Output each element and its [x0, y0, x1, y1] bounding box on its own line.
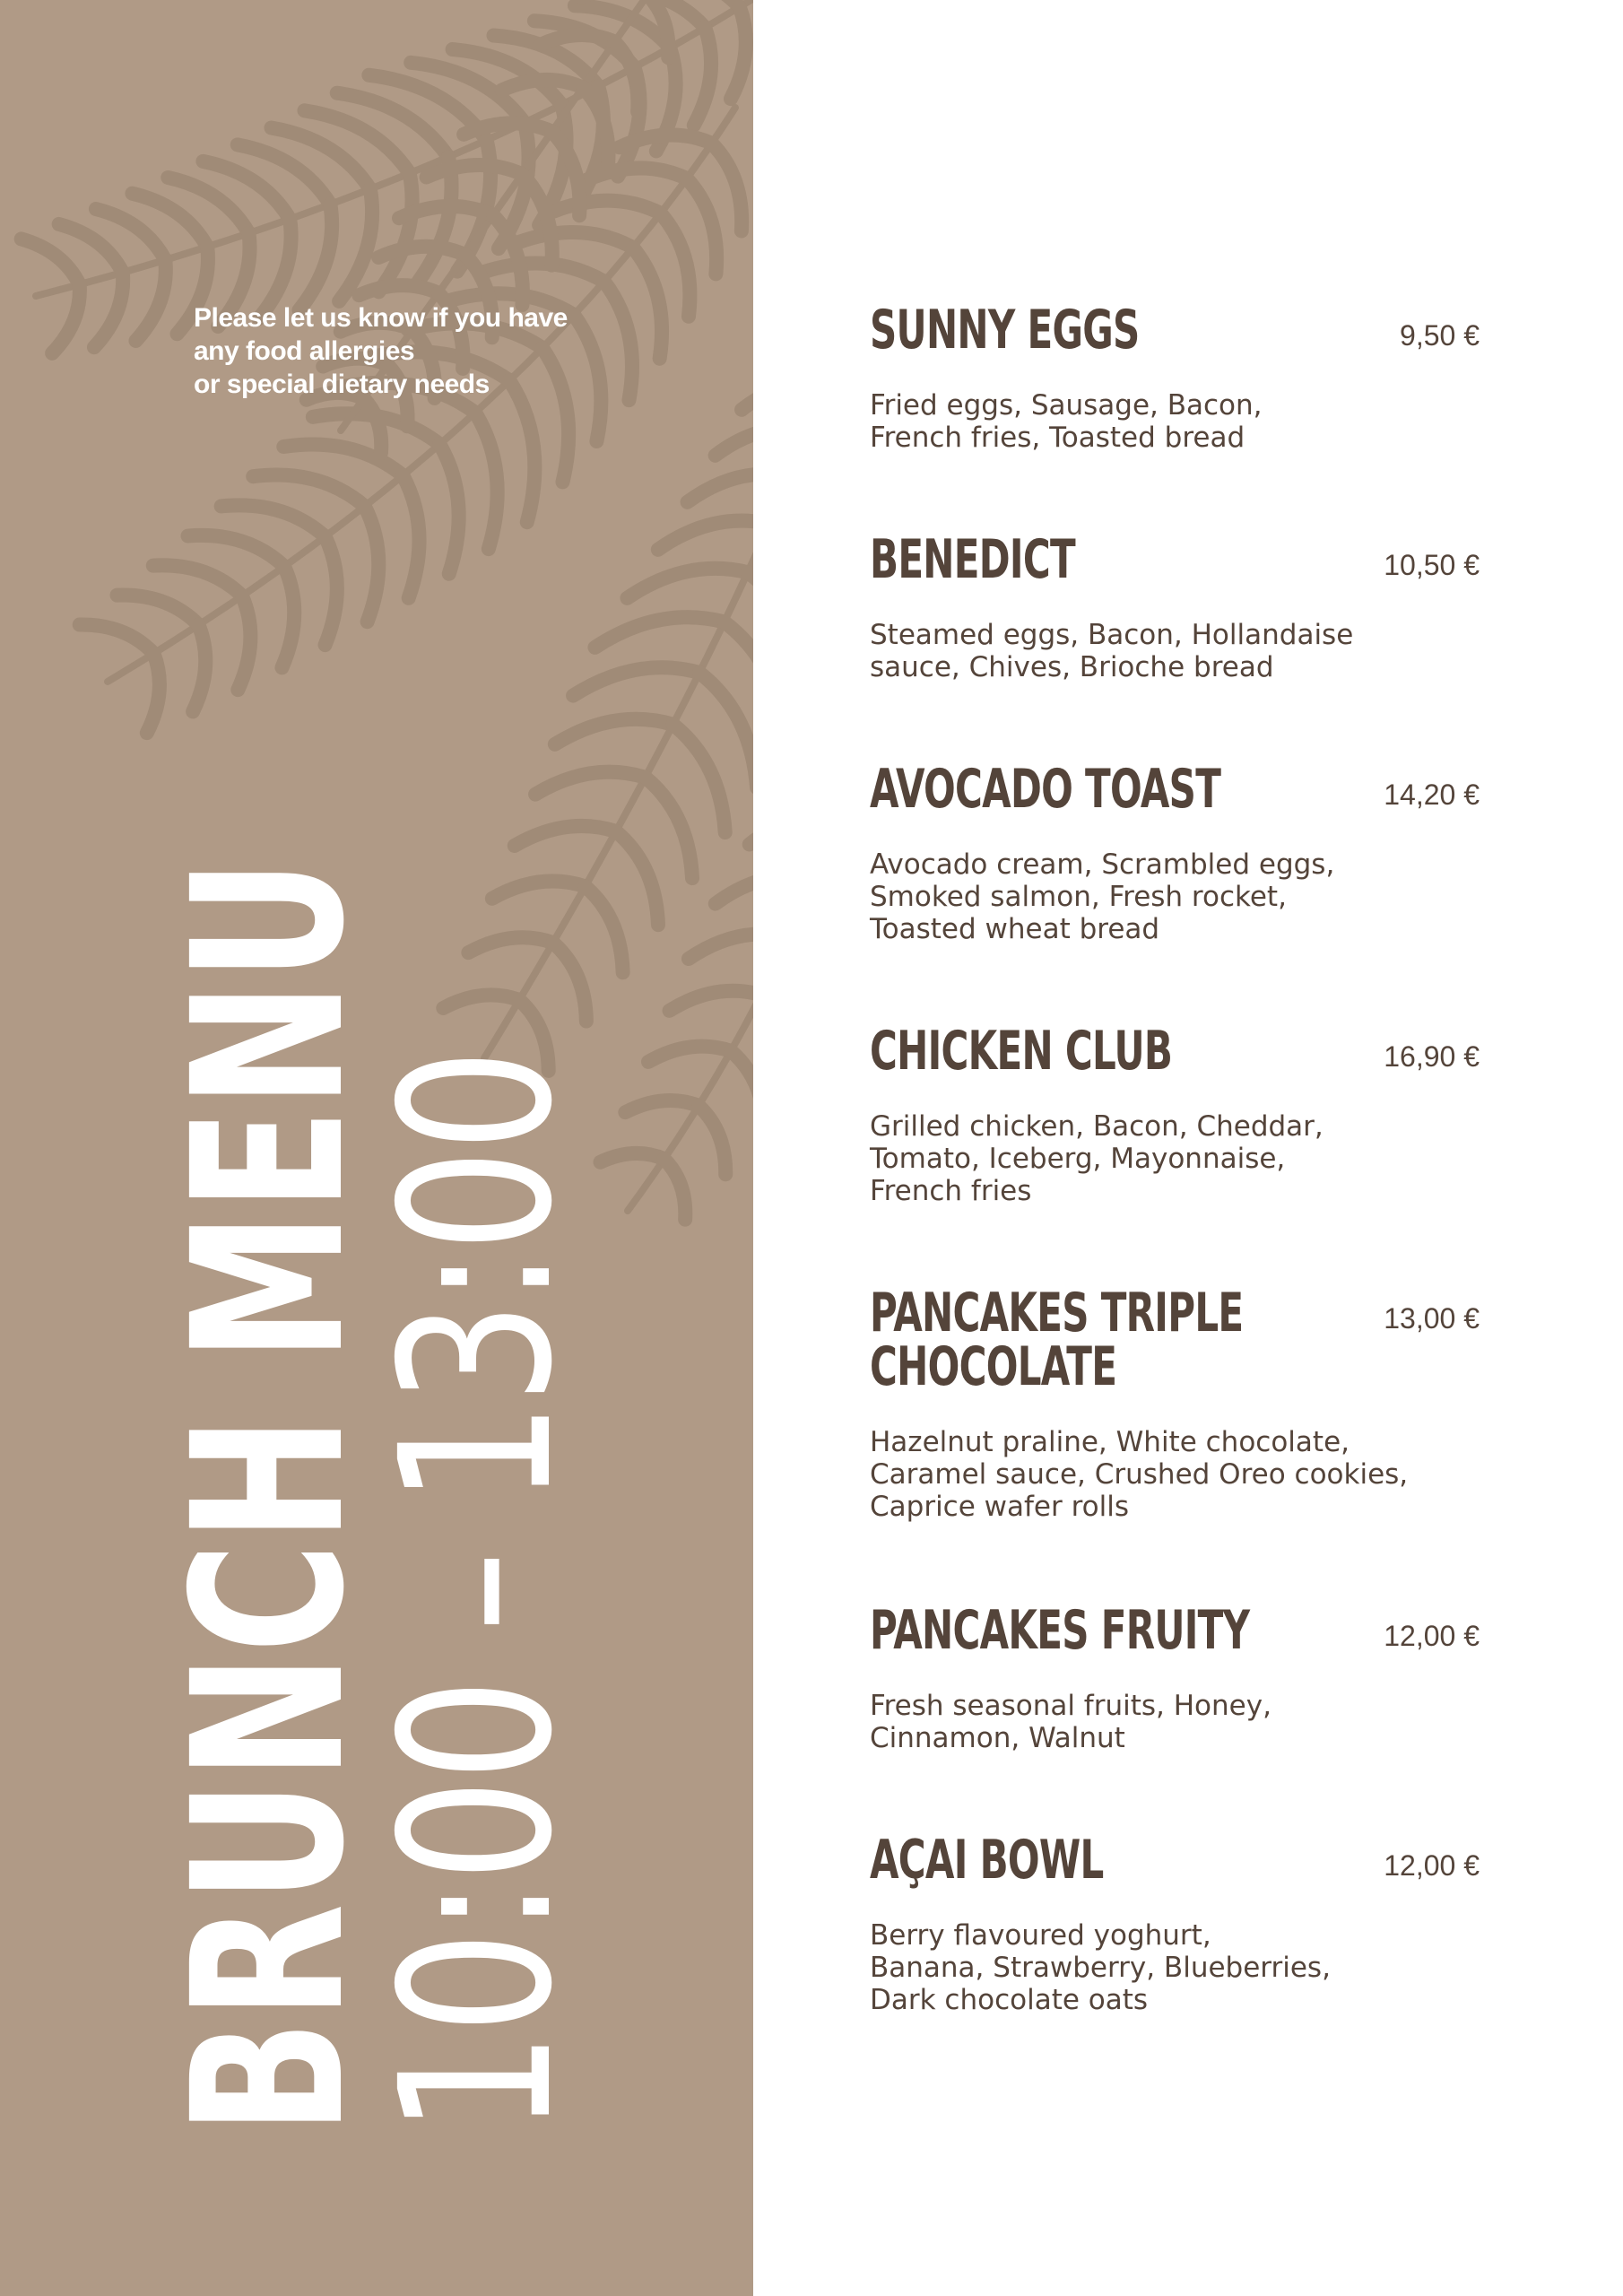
menu-item-price: 16,90 €: [1384, 1040, 1480, 1073]
menu-item-price: 13,00 €: [1384, 1302, 1480, 1335]
palm-leaflet: [616, 831, 658, 925]
menu-item-name: PANCAKES FRUITY: [870, 1599, 1250, 1662]
palm-leaflet: [80, 624, 154, 653]
palm-leaflet: [731, 7, 746, 99]
palm-leaflet: [748, 572, 753, 681]
menu-item-price: 14,20 €: [1384, 778, 1480, 811]
palm-leaflet: [52, 284, 80, 353]
menu-item-description: Berry flavoured yoghurt, Banana, Strawberry, Blueberries, Dark chocolate oats: [870, 1919, 1331, 2016]
menu-item-description: Steamed eggs, Bacon, Hollandaise sauce, Chives, Brioche bread: [870, 619, 1354, 683]
palm-leaflet: [670, 991, 753, 1011]
palm-leaflet: [238, 596, 250, 690]
palm-leaflet: [553, 201, 660, 213]
palm-leaflet: [188, 535, 285, 567]
palm-leaflet: [378, 247, 465, 257]
palm-leaflet: [689, 934, 753, 959]
palm-leaflet: [716, 428, 753, 455]
menu-item-name: SUNNY EGGS: [870, 299, 1140, 361]
palm-leaflet: [595, 617, 724, 648]
palm-leaflet: [664, 1159, 686, 1219]
menu-item-price: 10,50 €: [1384, 549, 1480, 581]
palm-leaflet: [542, 35, 615, 44]
palm-leaflet: [282, 567, 294, 668]
palm-leaflet: [325, 536, 337, 645]
palm-leaflet: [555, 719, 673, 744]
palm-leaflet: [509, 380, 534, 522]
menu-item-price: 12,00 €: [1384, 1620, 1480, 1652]
palm-leaflet: [658, 521, 753, 550]
palm-leaflet: [22, 239, 80, 284]
menu-item-name: CHICKEN CLUB: [870, 1020, 1173, 1083]
palm-leaflet: [94, 273, 123, 347]
palm-leaflet: [515, 826, 616, 846]
palm-leaflet: [627, 569, 747, 598]
menu-item-description: Fried eggs, Sausage, Bacon, French fries, Toasted bread: [870, 389, 1263, 454]
palm-leaflet: [600, 1153, 664, 1162]
menu-item-name: AÇAI BOWL: [870, 1829, 1104, 1892]
menu-item-description: Fresh seasonal fruits, Honey, Cinnamon, Walnut: [870, 1690, 1271, 1754]
palm-leaflet: [535, 772, 646, 795]
palm-leaflet: [403, 475, 419, 598]
palm-leaflet: [221, 505, 325, 536]
allergy-notice-line: any food allergies: [194, 336, 415, 366]
menu-hours: 10:00 – 13:00: [356, 1051, 598, 2135]
palm-leaflet: [646, 778, 692, 878]
palm-leaflet: [716, 876, 753, 904]
menu-item-name: AVOCADO TOAST: [870, 758, 1221, 821]
palm-leaflet: [147, 654, 160, 733]
menu-title: BRUNCH MENU: [148, 857, 390, 2135]
palm-leaflet: [427, 165, 523, 178]
menu-item-price: 12,00 €: [1384, 1849, 1480, 1882]
palm-leaflet: [443, 995, 519, 1008]
palm-leaflet: [648, 1047, 731, 1062]
palm-leaflet: [604, 282, 632, 400]
palm-leaflet: [586, 886, 623, 972]
palm-leaflet: [359, 285, 438, 295]
menu-item-description: Grilled chicken, Bacon, Cheddar, Tomato, Iceberg, Mayonnaise, French fries: [870, 1110, 1324, 1207]
menu-item-description: Hazelnut praline, White chocolate, Caramel sauce, Crushed Oreo cookies, Caprice wafer rolls: [870, 1426, 1409, 1523]
palm-leaflet: [468, 937, 552, 952]
palm-leaflet: [574, 315, 601, 441]
allergy-notice-line: Please let us know if you have: [194, 303, 568, 333]
palm-leaflet: [483, 264, 604, 282]
palm-leaflet: [193, 625, 205, 712]
palm-leaflet: [587, 168, 687, 179]
palm-leaflet: [731, 1051, 753, 1127]
palm-leaflet: [364, 398, 382, 453]
palm-leaflet: [519, 232, 633, 248]
palm-leaflet: [299, 204, 333, 310]
palm-leaflet: [699, 1106, 725, 1175]
palm-leaflet: [117, 596, 199, 625]
palm-leaflet: [378, 173, 412, 291]
menu-item-name: PANCAKES TRIPLE CHOCOLATE: [870, 1282, 1244, 1398]
menu-item-name: BENEDICT: [870, 528, 1075, 591]
menu-item-description: Avocado cream, Scrambled eggs, Smoked salmon, Fresh rocket, Toasted wheat bread: [870, 848, 1335, 945]
vertical-title-block: [148, 857, 610, 2135]
palm-leaflet: [553, 943, 586, 1021]
allergy-notice: [194, 301, 568, 401]
palm-leaflet: [168, 178, 248, 233]
palm-leaflet: [153, 565, 242, 596]
palm-leaflet: [439, 444, 458, 573]
palm-leaflet: [492, 881, 586, 898]
allergy-notice-line: or special dietary needs: [194, 370, 490, 399]
palm-leaflet: [688, 474, 753, 501]
left-panel: [0, 0, 753, 2296]
palm-leaflet: [573, 667, 699, 695]
palm-leaflet: [742, 384, 753, 410]
palm-leaflet: [694, 28, 711, 126]
palm-leaflet: [750, 816, 753, 844]
palm-leaflet: [135, 260, 165, 341]
palm-leaflet: [625, 1100, 699, 1112]
palm-leaflet: [365, 506, 379, 622]
palm-leaflet: [475, 413, 498, 549]
menu-item-price: 9,50 €: [1400, 319, 1480, 352]
